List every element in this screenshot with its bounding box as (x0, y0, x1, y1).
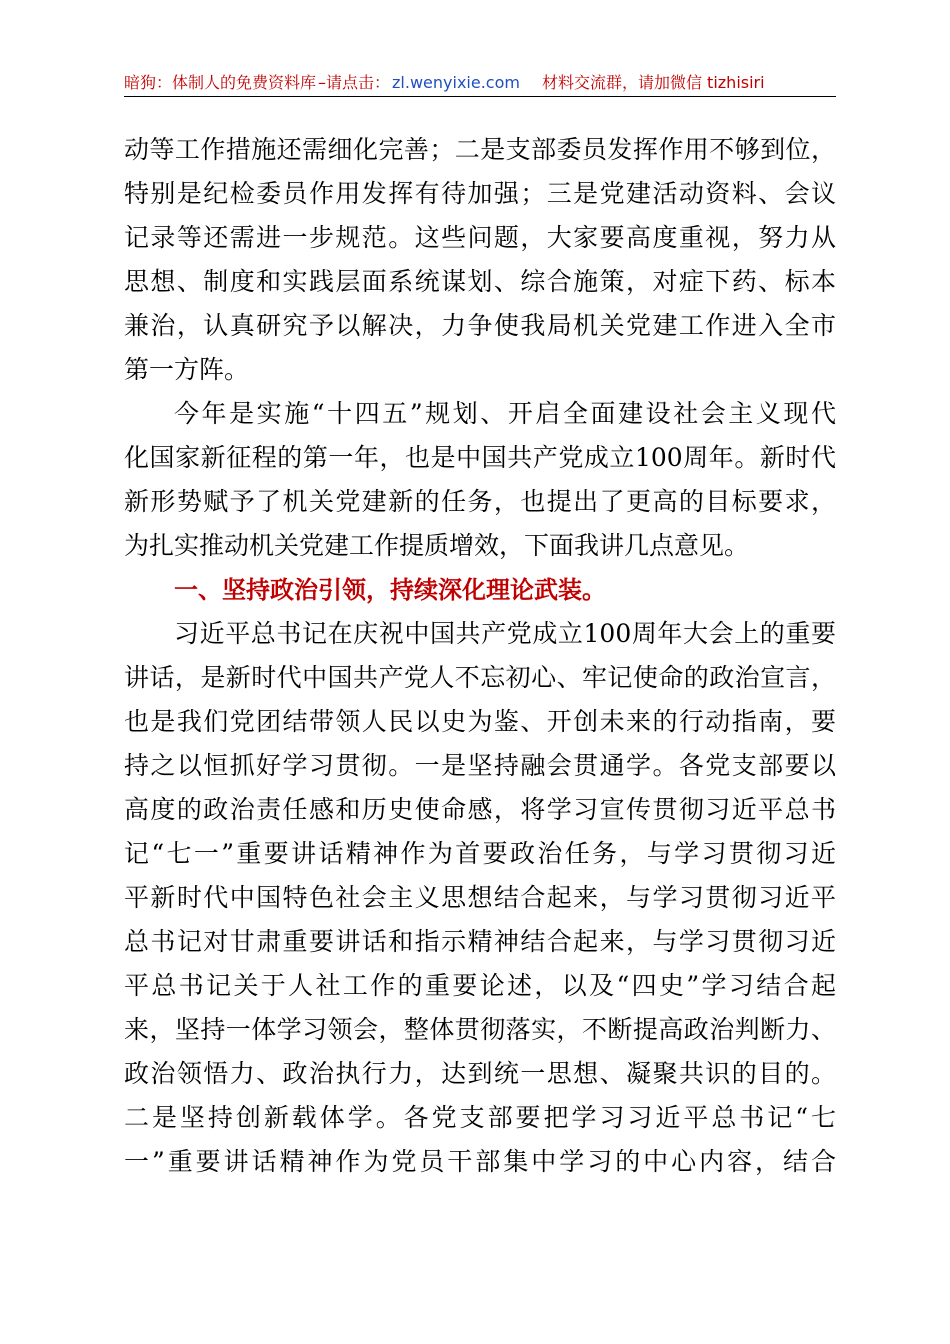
paragraph-line: 兼治，认真研究予以解决，力争使我局机关党建工作进入全市 (124, 311, 836, 340)
page-header (124, 70, 836, 96)
paragraph-line: 今年是实施“十四五”规划、开启全面建设社会主义现代 (174, 399, 836, 428)
paragraph-line: 化国家新征程的第一年，也是中国共产党成立100周年。新时代 (124, 443, 836, 472)
paragraph-line: 习近平总书记在庆祝中国共产党成立100周年大会上的重要 (174, 619, 836, 648)
paragraph-line: 讲话，是新时代中国共产党人不忘初心、牢记使命的政治宣言， (124, 663, 836, 692)
header-divider (124, 96, 836, 97)
paragraph-line: 持之以恒抓好学习贯彻。一是坚持融会贯通学。各党支部要以 (124, 751, 836, 780)
paragraph-line: 思想、制度和实践层面系统谋划、综合施策，对症下药、标本 (124, 267, 836, 296)
header-url-link[interactable]: zl.wenyixie.com (392, 73, 520, 92)
paragraph-line: 平新时代中国特色社会主义思想结合起来，与学习贯彻习近平 (124, 883, 836, 912)
paragraph-line: 记“七一”重要讲话精神作为首要政治任务，与学习贯彻习近 (124, 839, 836, 868)
paragraph-line: 总书记对甘肃重要讲话和指示精神结合起来，与学习贯彻习近 (124, 927, 836, 956)
paragraph-line: 记录等还需进一步规范。这些问题，大家要高度重视，努力从 (124, 223, 836, 252)
document-body (124, 128, 836, 1184)
paragraph-line: 高度的政治责任感和历史使命感，将学习宣传贯彻习近平总书 (124, 795, 836, 824)
paragraph-line: 平总书记关于人社工作的重要论述，以及“四史”学习结合起 (124, 971, 836, 1000)
paragraph-line: 第一方阵。 (124, 355, 250, 384)
header-prompt: –请点击： (318, 73, 391, 92)
paragraph-line: 动等工作措施还需细化完善；二是支部委员发挥作用不够到位， (124, 135, 836, 164)
paragraph-line: 为扎实推动机关党建工作提质增效，下面我讲几点意见。 (124, 531, 750, 560)
paragraph-line: 新形势赋予了机关党建新的任务，也提出了更高的目标要求， (124, 487, 836, 516)
paragraph-line: 政治领悟力、政治执行力，达到统一思想、凝聚共识的目的。 (124, 1059, 836, 1088)
paragraph-line: 也是我们党团结带领人民以史为鉴、开创未来的行动指南，要 (124, 707, 836, 736)
header-brand: 暗狗：体制人的免费资料库 (124, 73, 317, 92)
paragraph-line: 特别是纪检委员作用发挥有待加强；三是党建活动资料、会议 (124, 179, 836, 208)
paragraph-line: 来，坚持一体学习领会，整体贯彻落实，不断提高政治判断力、 (124, 1015, 836, 1044)
paragraph-line: 二是坚持创新载体学。各党支部要把学习习近平总书记“七 (124, 1103, 836, 1132)
section-heading: 一、坚持政治引领，持续深化理论武装。 (174, 576, 606, 604)
header-contact: 材料交流群，请加微信 tizhisiri (541, 73, 765, 92)
paragraph-line: 一”重要讲话精神作为党员干部集中学习的中心内容，结合 (124, 1147, 836, 1176)
